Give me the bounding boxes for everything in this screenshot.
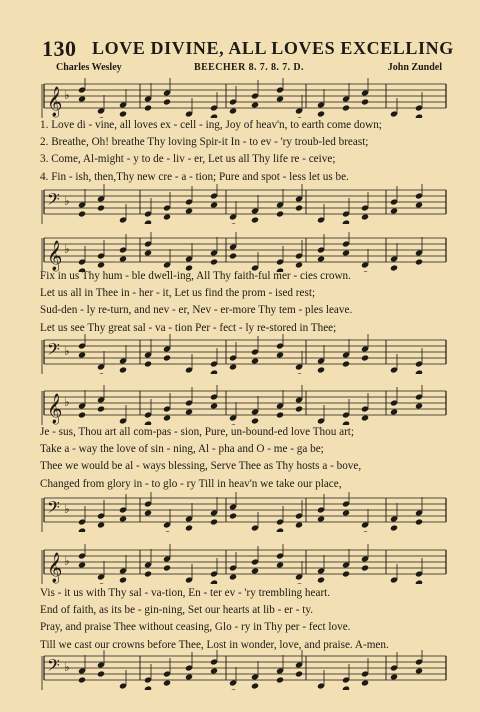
bass-staff	[40, 334, 450, 374]
svg-text:♭: ♭	[64, 395, 70, 409]
lyric-line: Pray, and praise Thee without ceasing, Glo - ry in Thy per - fect love.	[40, 621, 351, 634]
svg-text:𝄢: 𝄢	[47, 339, 60, 363]
svg-text:♭: ♭	[64, 344, 70, 358]
verse-lyrics	[40, 424, 450, 493]
treble-staff	[40, 232, 450, 272]
lyric-line: Je - sus, Thou art all com-pas - sion, Pure, un-bound-ed love Thou art;	[40, 426, 355, 438]
bass-staff	[40, 492, 450, 532]
hymn-number: 130	[42, 36, 77, 61]
author-credit: Charles Wesley	[56, 62, 122, 73]
lyric-line: Vis - it us with Thy sal - va-tion, En - ter ev - 'ry trembling heart.	[40, 587, 331, 599]
lyric-line: Sud-den - ly re-turn, and nev - er, Nev - er-more Thy tem - ples leave.	[40, 304, 353, 317]
svg-text:𝄞: 𝄞	[47, 553, 63, 583]
svg-text:𝄢: 𝄢	[47, 497, 60, 521]
tune-name: BEECHER 8. 7. 8. 7. D.	[194, 62, 304, 73]
lyric-line: Take a - way the love of sin - ning, Al - pha and O - me - ga be;	[40, 443, 324, 456]
lyric-line: Let us see Thy great sal - va - tion Per - fect - ly re-stored in Thee;	[40, 321, 337, 334]
svg-text:♭: ♭	[64, 88, 70, 102]
lyric-line: 4. Fin - ish, then,Thy new cre - a - tion; Pure and spot - less let us be.	[40, 170, 349, 183]
lyric-line: 2. Breathe, Oh! breathe Thy loving Spir-it In - to ev - 'ry troub-led breast;	[40, 136, 369, 149]
svg-text:𝄞: 𝄞	[47, 87, 63, 117]
svg-text:𝄞: 𝄞	[47, 394, 63, 424]
svg-text:♭: ♭	[64, 502, 70, 516]
verse-lyrics	[40, 268, 450, 337]
lyric-line: Fix in us Thy hum - ble dwell-ing, All Thy faith-ful mer - cies crown.	[40, 270, 351, 282]
lyric-line: Changed from glory in - to glo - ry Till in heav'n we take our place,	[40, 477, 342, 490]
svg-text:𝄢: 𝄢	[47, 655, 60, 679]
hymn-title: LOVE DIVINE, ALL LOVES EXCELLING	[92, 38, 454, 58]
svg-text:𝄞: 𝄞	[47, 241, 63, 271]
verse-lyrics	[40, 585, 450, 654]
verse-lyrics	[40, 117, 450, 186]
bass-staff	[40, 650, 450, 690]
treble-staff	[40, 78, 450, 118]
lyric-line: Let us all in Thee in - her - it, Let us find the prom - ised rest;	[40, 287, 316, 300]
lyric-line: Till we cast our crowns before Thee, Lost in wonder, love, and praise. A-men.	[40, 638, 389, 651]
composer-credit: John Zundel	[387, 62, 442, 73]
svg-text:♭: ♭	[64, 554, 70, 568]
hymn-header	[40, 36, 454, 62]
lyric-line: Thee we would be al - ways blessing, Serve Thee as Thy hosts a - bove,	[40, 460, 362, 473]
lyric-line: 1. Love di - vine, all loves ex - cell - ing, Joy of heav'n, to earth come down;	[40, 119, 382, 131]
svg-text:♭: ♭	[64, 242, 70, 256]
svg-text:♭: ♭	[64, 660, 70, 674]
svg-text:𝄢: 𝄢	[47, 189, 60, 213]
bass-staff	[40, 184, 450, 224]
hymn-credits	[40, 62, 450, 76]
svg-text:♭: ♭	[64, 194, 70, 208]
lyric-line: End of faith, as its be - gin-ning, Set our hearts at lib - er - ty.	[40, 604, 313, 617]
treble-staff	[40, 544, 450, 584]
lyric-line: 3. Come, Al-might - y to de - liv - er, Let us all Thy life re - ceive;	[40, 153, 336, 166]
treble-staff	[40, 385, 450, 425]
